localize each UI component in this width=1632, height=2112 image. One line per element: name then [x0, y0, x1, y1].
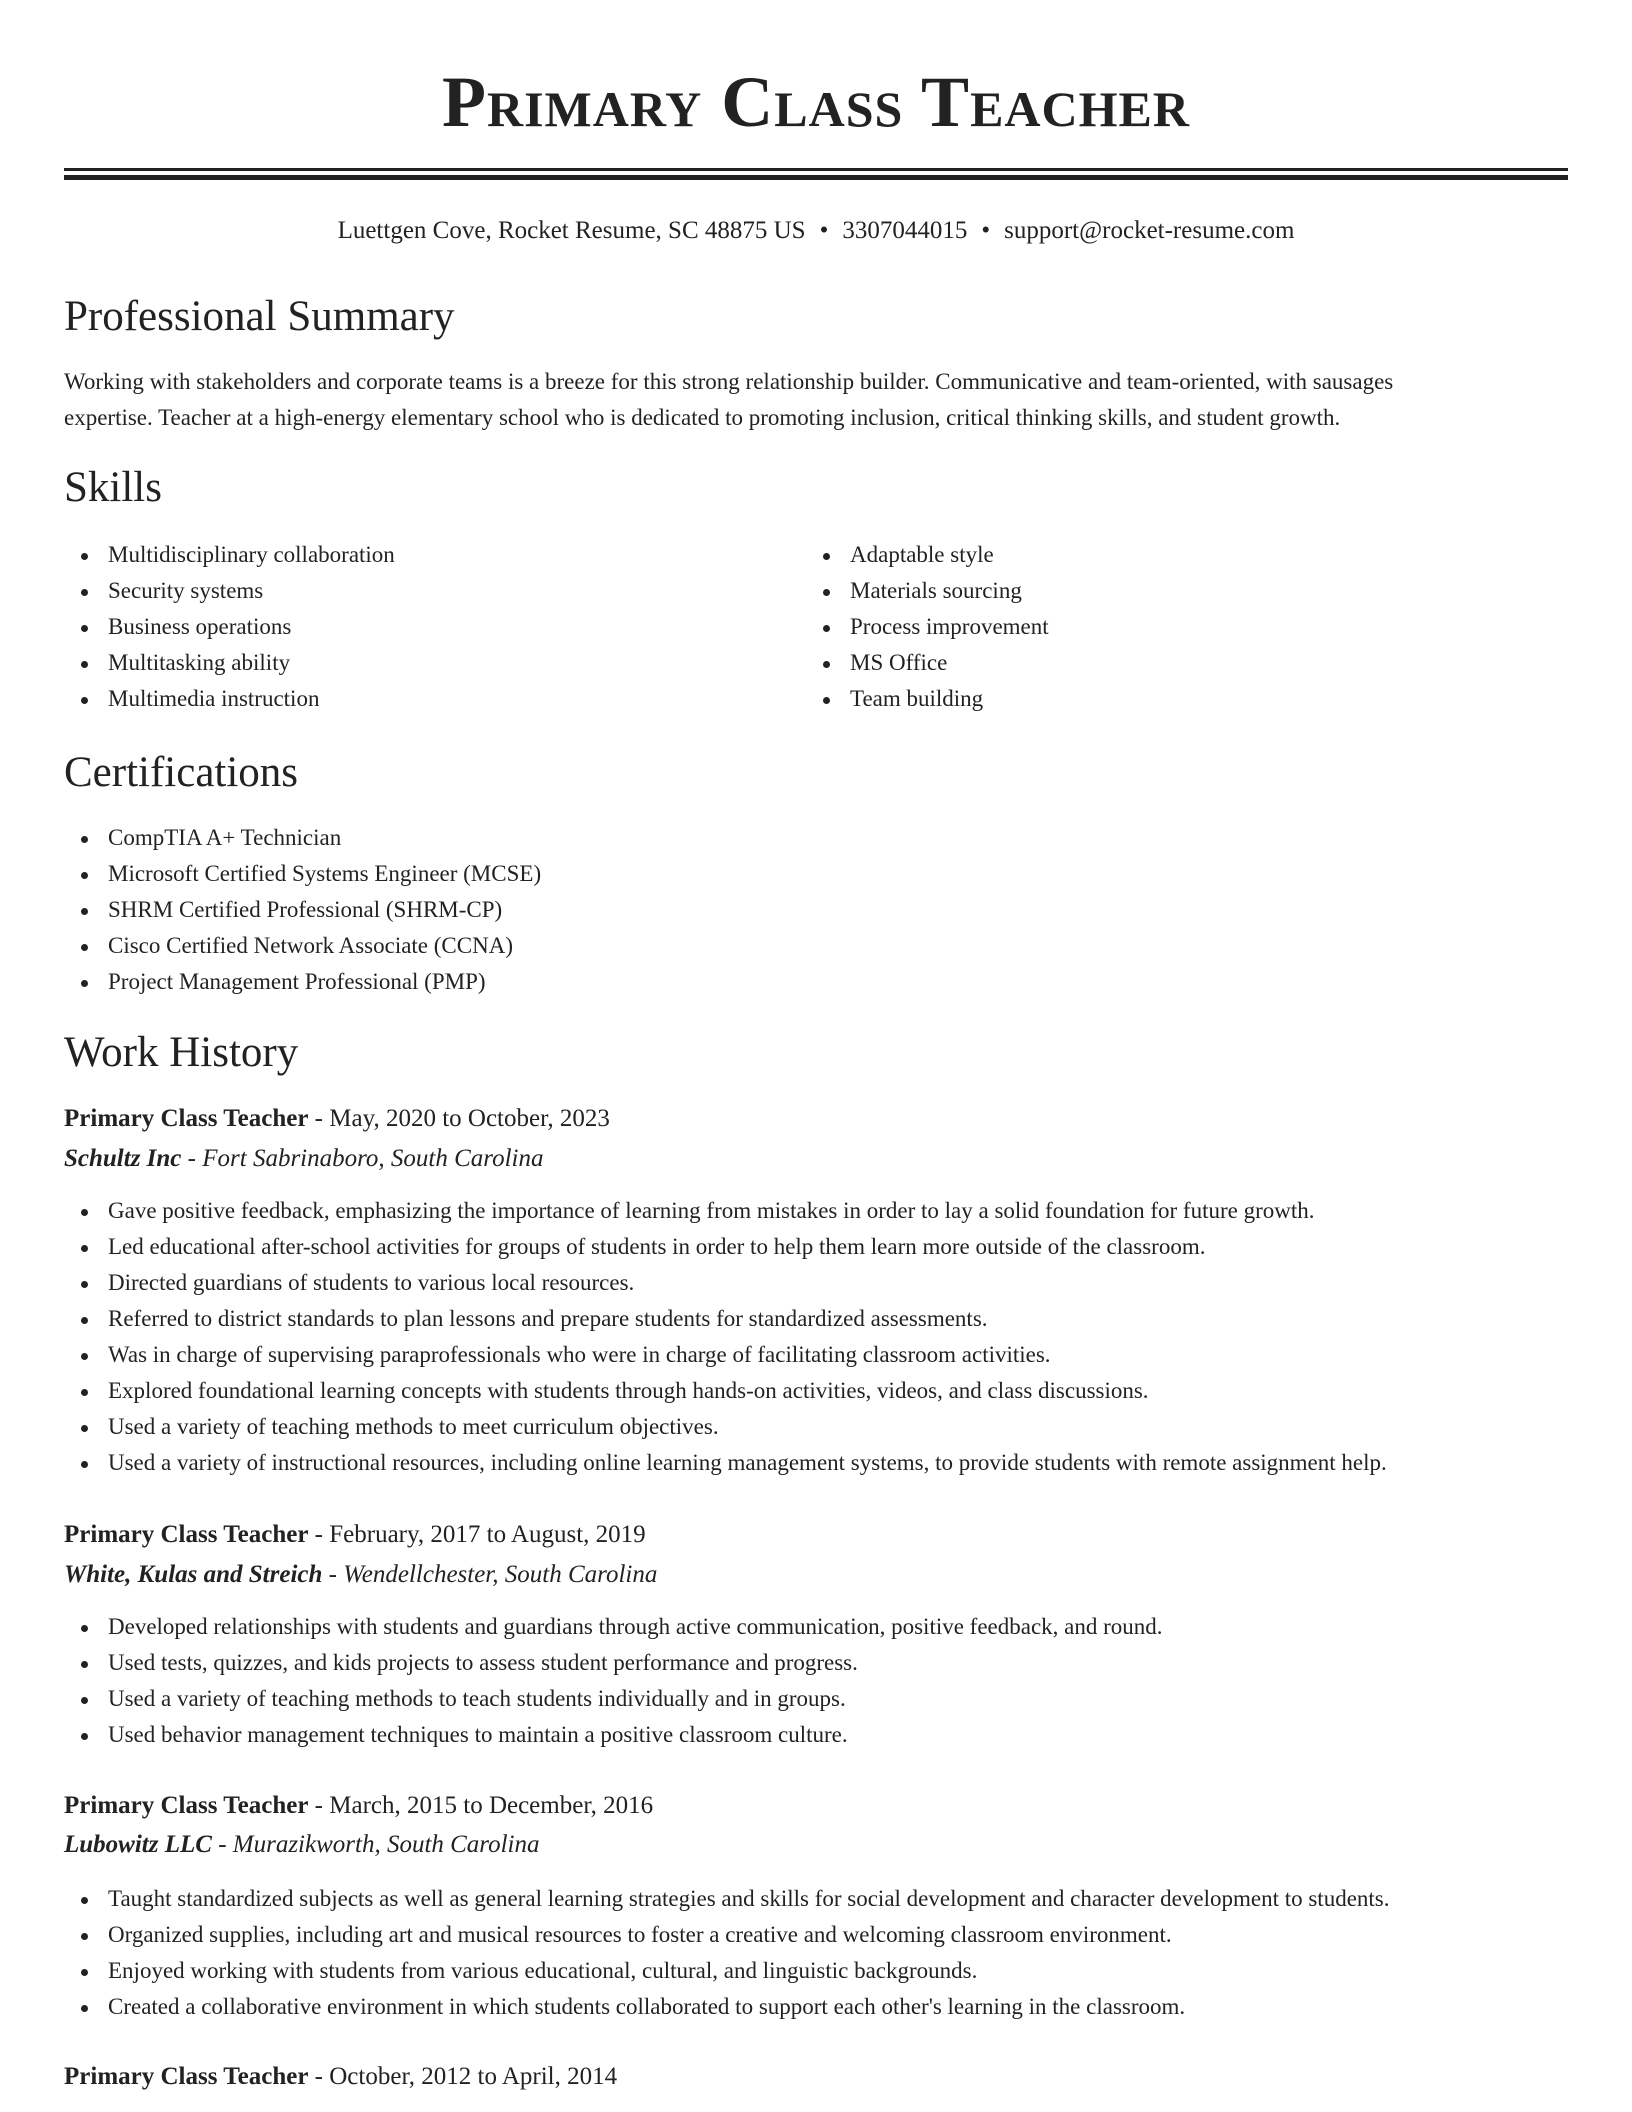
job-company: Lubowitz LLC — [64, 1831, 212, 1858]
job-title-line — [64, 1516, 646, 1554]
section-title-summary: Professional Summary — [64, 293, 455, 340]
job-company: White, Kulas and Streich — [64, 1561, 323, 1588]
skill-item: MS Office — [806, 645, 1049, 681]
job-bullet: Gave positive feedback, emphasizing the importance of learning from mistakes in order to lay a solid foundation for future growth. — [64, 1193, 1387, 1229]
job-dates: - October, 2012 to April, 2014 — [308, 2063, 618, 2090]
job-role: Primary Class Teacher — [64, 1521, 309, 1548]
bullet-icon — [81, 553, 88, 560]
job-dates: - March, 2015 to December, 2016 — [308, 1792, 654, 1819]
contact-address: Luettgen Cove, Rocket Resume, SC 48875 US — [337, 217, 806, 244]
contact-phone: 3307044015 — [842, 217, 968, 244]
header-divider-thick — [64, 175, 1568, 180]
skill-item: Materials sourcing — [806, 573, 1049, 609]
job-location: - Wendellchester, South Carolina — [322, 1561, 658, 1588]
bullet-icon — [81, 2005, 88, 2012]
bullet-icon — [81, 944, 88, 951]
header-divider-thin — [64, 168, 1568, 171]
job-company-line — [64, 1826, 540, 1864]
bullet-icon — [81, 1897, 88, 1904]
contact-separator: • — [981, 217, 991, 244]
bullet-icon — [81, 1625, 88, 1632]
skills-list-left — [64, 537, 395, 717]
bullet-icon — [81, 1733, 88, 1740]
job-company: Schultz Inc — [64, 1145, 182, 1172]
job-bullet: Developed relationships with students and guardians through active communication, positive feedback, and round. — [64, 1609, 1163, 1645]
job-bullets — [64, 1609, 1163, 1753]
contact-separator: • — [819, 217, 829, 244]
skill-item: Multimedia instruction — [64, 681, 395, 717]
skill-item: Multidisciplinary collaboration — [64, 537, 395, 573]
certification-item: CompTIA A+ Technician — [64, 820, 541, 856]
job-bullets — [64, 1881, 1390, 2025]
job-bullet: Taught standardized subjects as well as general learning strategies and skills for social development and character development to students. — [64, 1881, 1390, 1917]
contact-line — [64, 214, 1568, 248]
job-bullet: Used behavior management techniques to maintain a positive classroom culture. — [64, 1717, 1163, 1753]
bullet-icon — [81, 661, 88, 668]
job-bullet: Explored foundational learning concepts with students through hands-on activities, videos, and class discussions. — [64, 1373, 1387, 1409]
job-bullet: Created a collaborative environment in which students collaborated to support each other's learning in the classroom. — [64, 1989, 1390, 2025]
summary-line: expertise. Teacher at a high-energy elementary school who is dedicated to promoting inclusion, critical thinking skills, and student growth. — [64, 405, 1341, 430]
bullet-icon — [81, 1425, 88, 1432]
job-bullet: Used a variety of instructional resources, including online learning management systems, to provide students with remote assignment help. — [64, 1445, 1387, 1481]
certification-item: Project Management Professional (PMP) — [64, 964, 541, 1000]
job-title-line — [64, 2058, 617, 2096]
bullet-icon — [81, 1245, 88, 1252]
job-dates: - May, 2020 to October, 2023 — [308, 1105, 610, 1132]
summary-text — [64, 364, 1568, 436]
bullet-icon — [81, 1661, 88, 1668]
bullet-icon — [823, 553, 830, 560]
bullet-icon — [81, 1933, 88, 1940]
job-title-line — [64, 1787, 653, 1825]
bullet-icon — [823, 589, 830, 596]
certifications-list — [64, 820, 541, 1000]
bullet-icon — [823, 625, 830, 632]
certification-item: Cisco Certified Network Associate (CCNA) — [64, 928, 541, 964]
skill-item: Team building — [806, 681, 1049, 717]
job-bullet: Used a variety of teaching methods to teach students individually and in groups. — [64, 1681, 1163, 1717]
bullet-icon — [81, 1461, 88, 1468]
job-dates: - February, 2017 to August, 2019 — [308, 1521, 646, 1548]
job-role: Primary Class Teacher — [64, 1105, 309, 1132]
job-location: - Fort Sabrinaboro, South Carolina — [181, 1145, 544, 1172]
resume-name: Primary Class Teacher — [441, 62, 1190, 142]
job-company-line — [64, 1556, 657, 1594]
job-bullet: Was in charge of supervising paraprofessionals who were in charge of facilitating classroom activities. — [64, 1337, 1387, 1373]
job-bullet: Enjoyed working with students from various educational, cultural, and linguistic backgrounds. — [64, 1953, 1390, 1989]
skill-item: Business operations — [64, 609, 395, 645]
skill-item: Process improvement — [806, 609, 1049, 645]
job-bullets — [64, 1193, 1387, 1481]
job-bullet: Used tests, quizzes, and kids projects to assess student performance and progress. — [64, 1645, 1163, 1681]
bullet-icon — [81, 836, 88, 843]
bullet-icon — [81, 625, 88, 632]
bullet-icon — [81, 1281, 88, 1288]
bullet-icon — [81, 872, 88, 879]
bullet-icon — [81, 980, 88, 987]
job-bullet: Organized supplies, including art and musical resources to foster a creative and welcoming classroom environment. — [64, 1917, 1390, 1953]
job-role: Primary Class Teacher — [64, 1792, 309, 1819]
job-location: - Murazikworth, South Carolina — [211, 1831, 540, 1858]
certification-item: Microsoft Certified Systems Engineer (MCSE) — [64, 856, 541, 892]
bullet-icon — [81, 697, 88, 704]
bullet-icon — [81, 1969, 88, 1976]
skill-item: Adaptable style — [806, 537, 1049, 573]
skill-item: Security systems — [64, 573, 395, 609]
bullet-icon — [81, 1353, 88, 1360]
job-bullet: Used a variety of teaching methods to meet curriculum objectives. — [64, 1409, 1387, 1445]
job-role: Primary Class Teacher — [64, 2063, 309, 2090]
bullet-icon — [81, 1317, 88, 1324]
contact-email[interactable]: support@rocket-resume.com — [1004, 217, 1295, 244]
skills-list-right — [806, 537, 1049, 717]
bullet-icon — [823, 697, 830, 704]
job-bullet: Referred to district standards to plan lessons and prepare students for standardized assessments. — [64, 1301, 1387, 1337]
section-title-skills: Skills — [64, 464, 162, 511]
bullet-icon — [81, 1389, 88, 1396]
skill-item: Multitasking ability — [64, 645, 395, 681]
job-bullet: Directed guardians of students to various local resources. — [64, 1265, 1387, 1301]
section-title-work-history: Work History — [64, 1029, 299, 1076]
summary-line: Working with stakeholders and corporate teams is a breeze for this strong relationship builder. Communicative and team-oriented, with sausages — [64, 369, 1394, 394]
job-title-line — [64, 1100, 610, 1138]
job-bullet: Led educational after-school activities for groups of students in order to help them learn more outside of the classroom. — [64, 1229, 1387, 1265]
bullet-icon — [823, 661, 830, 668]
job-company-line — [64, 1140, 543, 1178]
certification-item: SHRM Certified Professional (SHRM-CP) — [64, 892, 541, 928]
bullet-icon — [81, 1209, 88, 1216]
bullet-icon — [81, 908, 88, 915]
bullet-icon — [81, 589, 88, 596]
section-title-certifications: Certifications — [64, 749, 299, 796]
bullet-icon — [81, 1697, 88, 1704]
